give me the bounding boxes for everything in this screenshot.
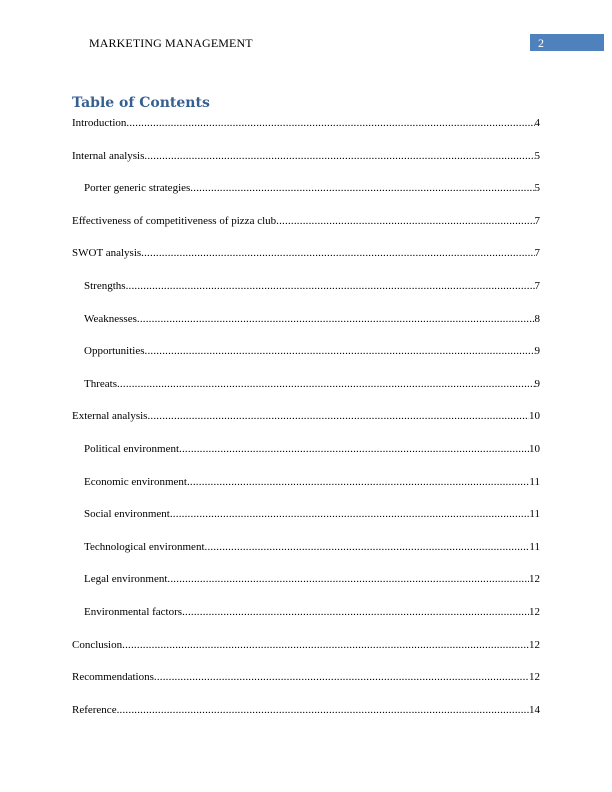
toc-entry-page-number: 7 (534, 247, 540, 260)
toc-entry-page-number: 5 (534, 182, 540, 195)
toc-entry-page-number: 5 (534, 149, 540, 162)
toc-entry-page-number: 11 (529, 540, 540, 553)
toc-dot-leader (137, 313, 535, 326)
toc-dot-leader (141, 247, 534, 260)
toc-entry[interactable] (84, 572, 540, 586)
toc-dot-leader (117, 378, 535, 391)
toc-dot-leader (126, 280, 535, 293)
toc-entry[interactable] (72, 638, 540, 652)
toc-entry-label: Internal analysis (72, 149, 145, 162)
toc-entry[interactable] (84, 605, 540, 619)
toc-entry[interactable] (72, 214, 540, 228)
toc-entry[interactable] (72, 149, 540, 163)
toc-entry-label: Introduction (72, 117, 127, 129)
toc-entry-page-number: 11 (529, 475, 540, 488)
toc-entry-label: Reference (72, 703, 117, 716)
toc-entry-page-number: 7 (534, 214, 540, 227)
toc-entry-label: Recommendations (72, 671, 154, 684)
page-number: 2 (538, 36, 544, 50)
toc-entry[interactable] (84, 377, 540, 391)
toc-entry-page-number: 11 (529, 508, 540, 521)
toc-entry-page-number: 12 (529, 671, 540, 684)
toc-dot-leader (187, 476, 529, 489)
toc-entry-label: Social environment (84, 508, 170, 521)
running-header-title: MARKETING MANAGEMENT (89, 36, 253, 50)
toc-entry[interactable] (72, 246, 540, 260)
page-number-box (530, 34, 604, 51)
toc-entry-page-number: 4 (534, 117, 540, 129)
toc-entry-label: Threats (84, 377, 117, 390)
toc-dot-leader (154, 671, 529, 684)
toc-entry[interactable] (72, 409, 540, 423)
toc-entry-page-number: 10 (529, 410, 540, 423)
toc-entry-label: Effectiveness of competitiveness of pizza club (72, 214, 277, 227)
toc-entry[interactable] (84, 475, 540, 489)
toc-entry-label: Porter generic strategies (84, 182, 191, 195)
toc-dot-leader (205, 541, 530, 554)
toc-entry[interactable] (84, 312, 540, 326)
toc-entry-page-number: 12 (529, 573, 540, 586)
toc-entry-label: Legal environment (84, 573, 168, 586)
toc-dot-leader (144, 150, 534, 163)
toc-dot-leader (182, 606, 529, 619)
toc-entry[interactable] (84, 344, 540, 358)
toc-dot-leader (190, 182, 534, 195)
toc-entry[interactable] (72, 670, 540, 684)
toc-entry-label: Technological environment (84, 540, 205, 553)
toc-dot-leader (117, 704, 529, 717)
toc-dot-leader (126, 117, 534, 130)
page-header (0, 0, 612, 60)
toc-entry-page-number: 9 (534, 377, 540, 390)
toc-entry[interactable] (84, 507, 540, 521)
toc-entry-page-number: 12 (529, 638, 540, 651)
toc-entry-page-number: 7 (534, 280, 540, 292)
toc-entry-label: Political environment (84, 443, 180, 455)
toc-entry-label: External analysis (72, 410, 148, 423)
toc-entry-page-number: 12 (529, 606, 540, 618)
toc-entry-label: Environmental factors (84, 606, 183, 618)
toc-entry-label: SWOT analysis (72, 247, 142, 260)
toc-entry[interactable] (72, 703, 540, 717)
toc-entry[interactable] (84, 279, 540, 293)
toc-entry[interactable] (84, 540, 540, 554)
toc-entry[interactable] (72, 116, 540, 130)
toc-dot-leader (276, 215, 534, 228)
toc-dot-leader (147, 410, 529, 423)
toc-entry-page-number: 10 (529, 443, 540, 455)
toc-entry-label: Opportunities (84, 345, 145, 358)
toc-entry[interactable] (84, 181, 540, 195)
toc-entry[interactable] (84, 442, 540, 456)
toc-dot-leader (170, 508, 530, 521)
toc-entry-label: Economic environment (84, 475, 187, 488)
toc-dot-leader (179, 443, 529, 456)
toc-dot-leader (145, 345, 535, 358)
toc-dot-leader (122, 639, 529, 652)
toc-dot-leader (167, 573, 529, 586)
toc-entry-label: Conclusion (72, 638, 123, 651)
toc-entry-page-number: 14 (529, 703, 540, 716)
toc-entry-page-number: 8 (534, 312, 540, 325)
toc-heading: Table of Contents (72, 95, 210, 111)
toc-entry-page-number: 9 (534, 345, 540, 358)
toc-entry-label: Weaknesses (84, 312, 137, 325)
toc-entry-label: Strengths (84, 280, 126, 292)
